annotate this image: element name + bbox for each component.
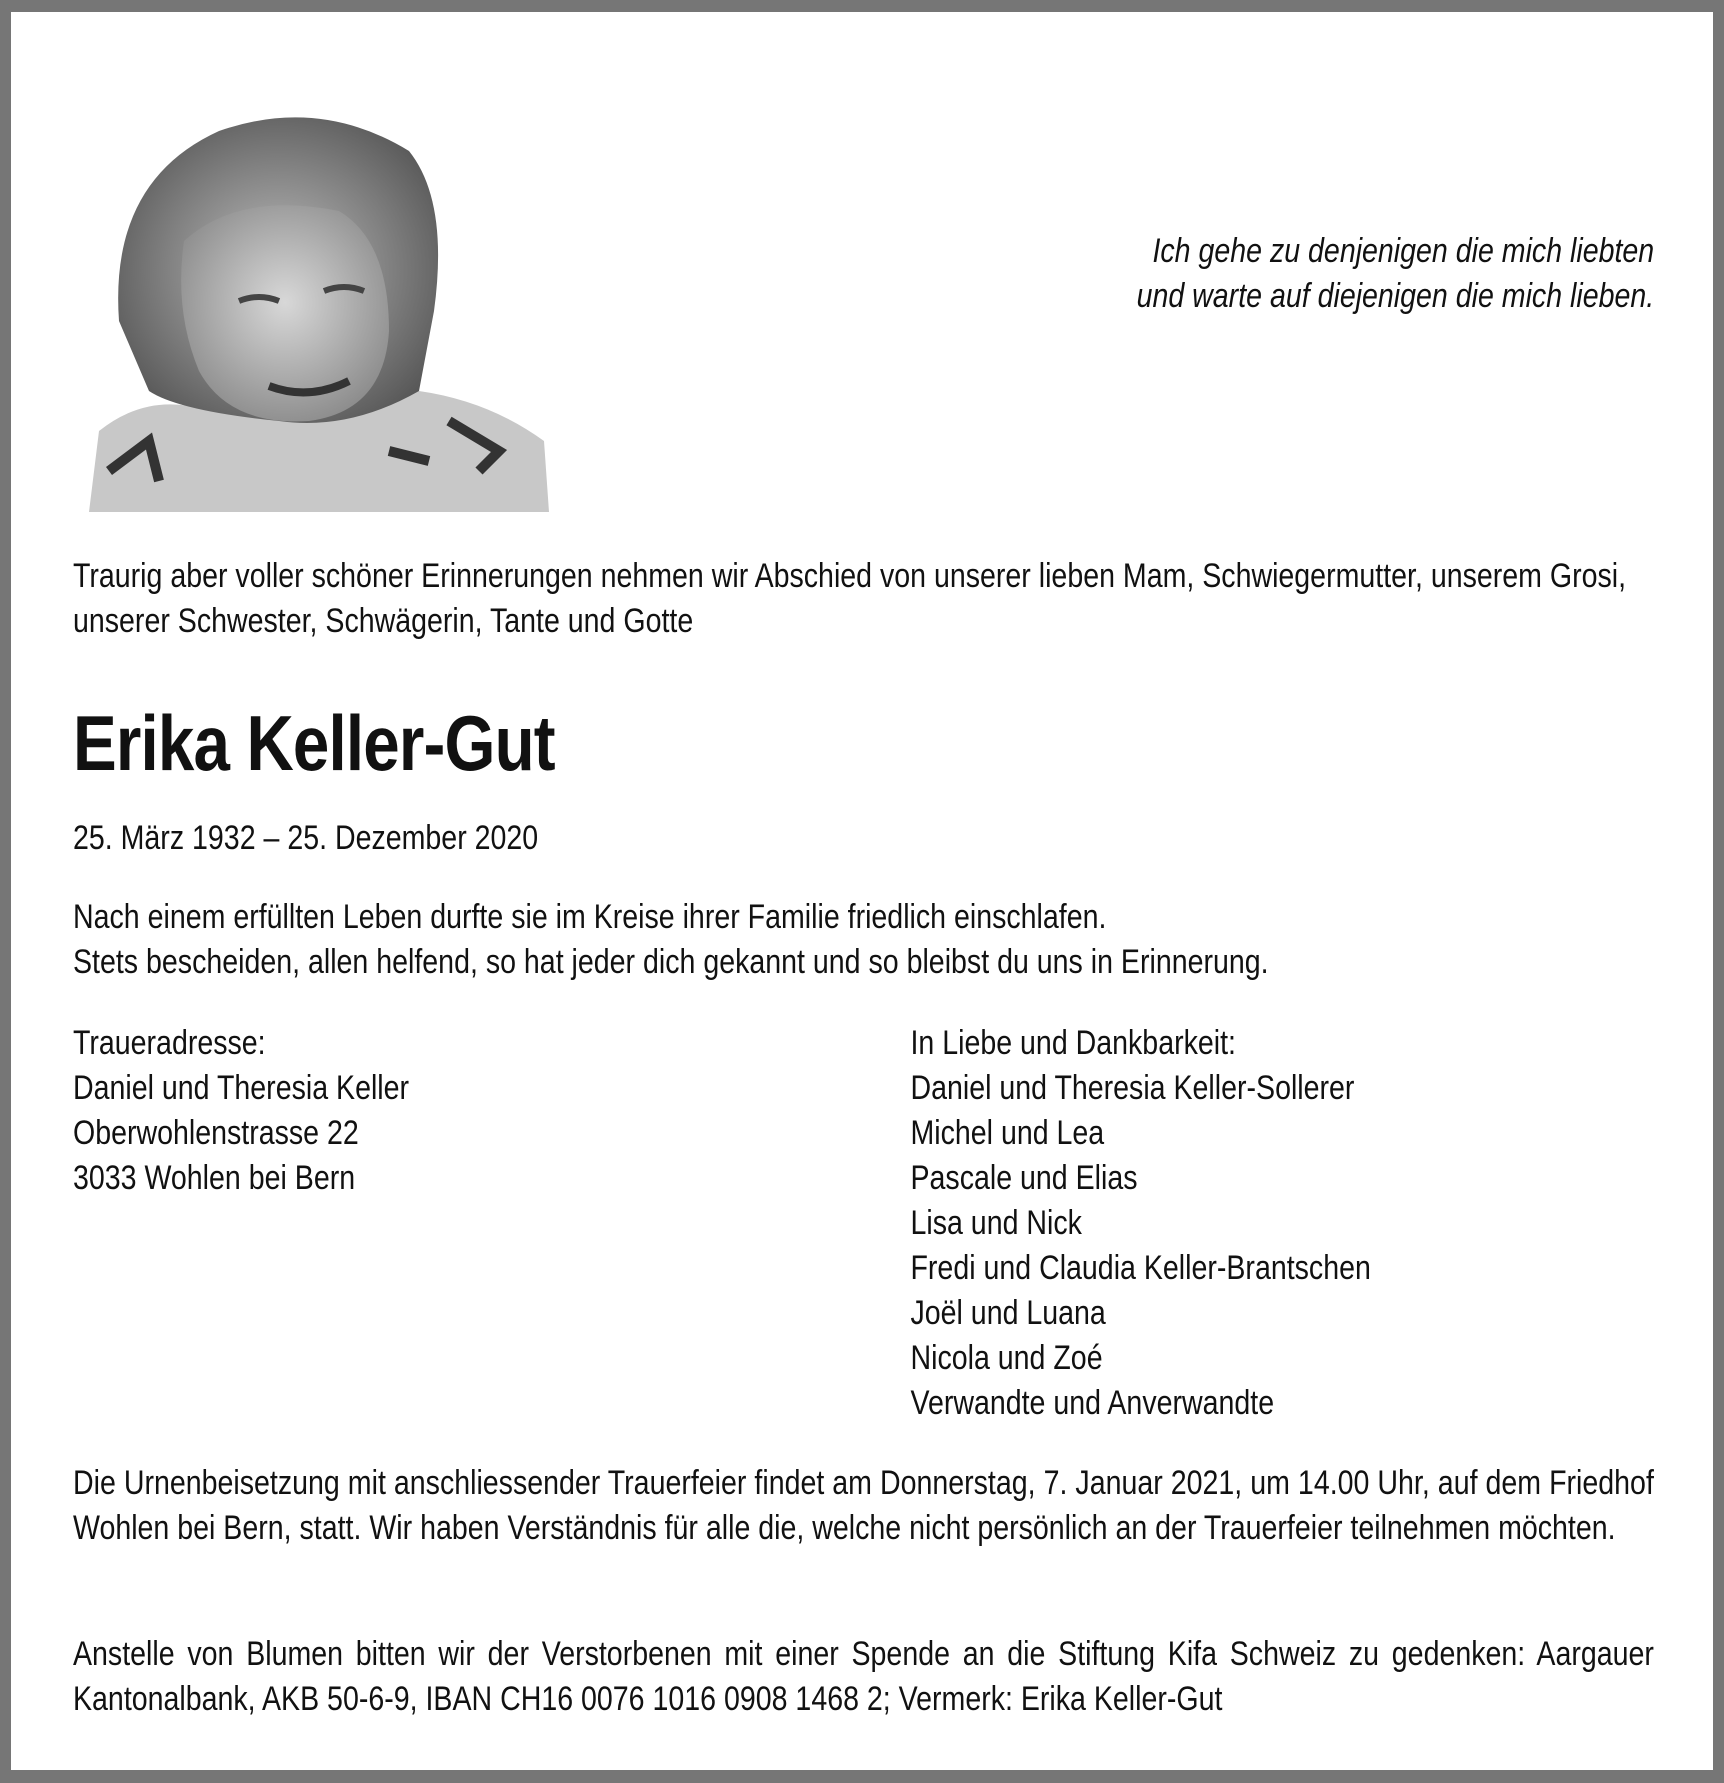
family-line: Daniel und Theresia Keller-Sollerer (910, 1069, 1355, 1107)
family-line: Pascale und Elias (910, 1159, 1138, 1197)
deceased-name: Erika Keller-Gut (73, 699, 555, 787)
intro-text (73, 554, 1654, 644)
address-line: Oberwohlenstrasse 22 (73, 1114, 359, 1152)
family-line: Verwandte und Anverwandte (910, 1384, 1275, 1422)
quote-line: und warte auf diejenigen die mich lieben. (1136, 277, 1654, 315)
family-list (910, 1021, 1370, 1426)
address-line: Daniel und Theresia Keller (73, 1069, 410, 1107)
ceremony-paragraph: Die Urnenbeisetzung mit anschliessender Trauerfeier findet am Donnerstag, 7. Januar 2021, um 14.00 Uhr, auf dem Friedhof Wohlen bei Bern, statt. Wir haben Verständnis für alle die, welche nicht persönlich an der Trauerfeier teilnehmen möchten. (73, 1464, 1654, 1547)
family-line: Nicola und Zoé (910, 1339, 1103, 1377)
intro-paragraph: Traurig aber voller schöner Erinnerungen nehmen wir Abschied von unserer lieben Mam, Schwiegermutter, unserem Grosi, unserer Schwester, Schwägerin, Tante und Gotte (73, 557, 1627, 640)
family-line: Fredi und Claudia Keller-Brantschen (910, 1249, 1371, 1287)
family-line: Lisa und Nick (910, 1204, 1082, 1242)
tribute-text (73, 895, 1654, 985)
obituary-page (11, 12, 1713, 1770)
quote-line: Ich gehe zu denjenigen die mich liebten (1152, 232, 1654, 270)
quote (1136, 229, 1654, 319)
ceremony-text (73, 1461, 1654, 1551)
address-line: 3033 Wohlen bei Bern (73, 1159, 356, 1197)
tribute-line: Stets bescheiden, allen helfend, so hat jeder dich gekannt und so bleibst du uns in Erinnerung. (73, 943, 1269, 981)
mourning-address (73, 1021, 409, 1201)
address-line: Traueradresse: (73, 1024, 266, 1062)
portrait-photo (89, 91, 549, 512)
family-line: Joël und Luana (910, 1294, 1106, 1332)
donation-paragraph: Anstelle von Blumen bitten wir der Verstorbenen mit einer Spende an die Stiftung Kifa Schweiz zu gedenken: Aargauer Kantonalbank, AKB 50-6-9, IBAN CH16 0076 1016 0908 1468 2; Vermerk: Erika Keller-Gut (73, 1635, 1654, 1718)
life-dates: 25. März 1932 – 25. Dezember 2020 (73, 819, 539, 857)
family-line: Michel und Lea (910, 1114, 1105, 1152)
tribute-line: Nach einem erfüllten Leben durfte sie im Kreise ihrer Familie friedlich einschlafen. (73, 898, 1107, 936)
family-line: In Liebe und Dankbarkeit: (910, 1024, 1236, 1062)
donation-text (73, 1632, 1654, 1722)
